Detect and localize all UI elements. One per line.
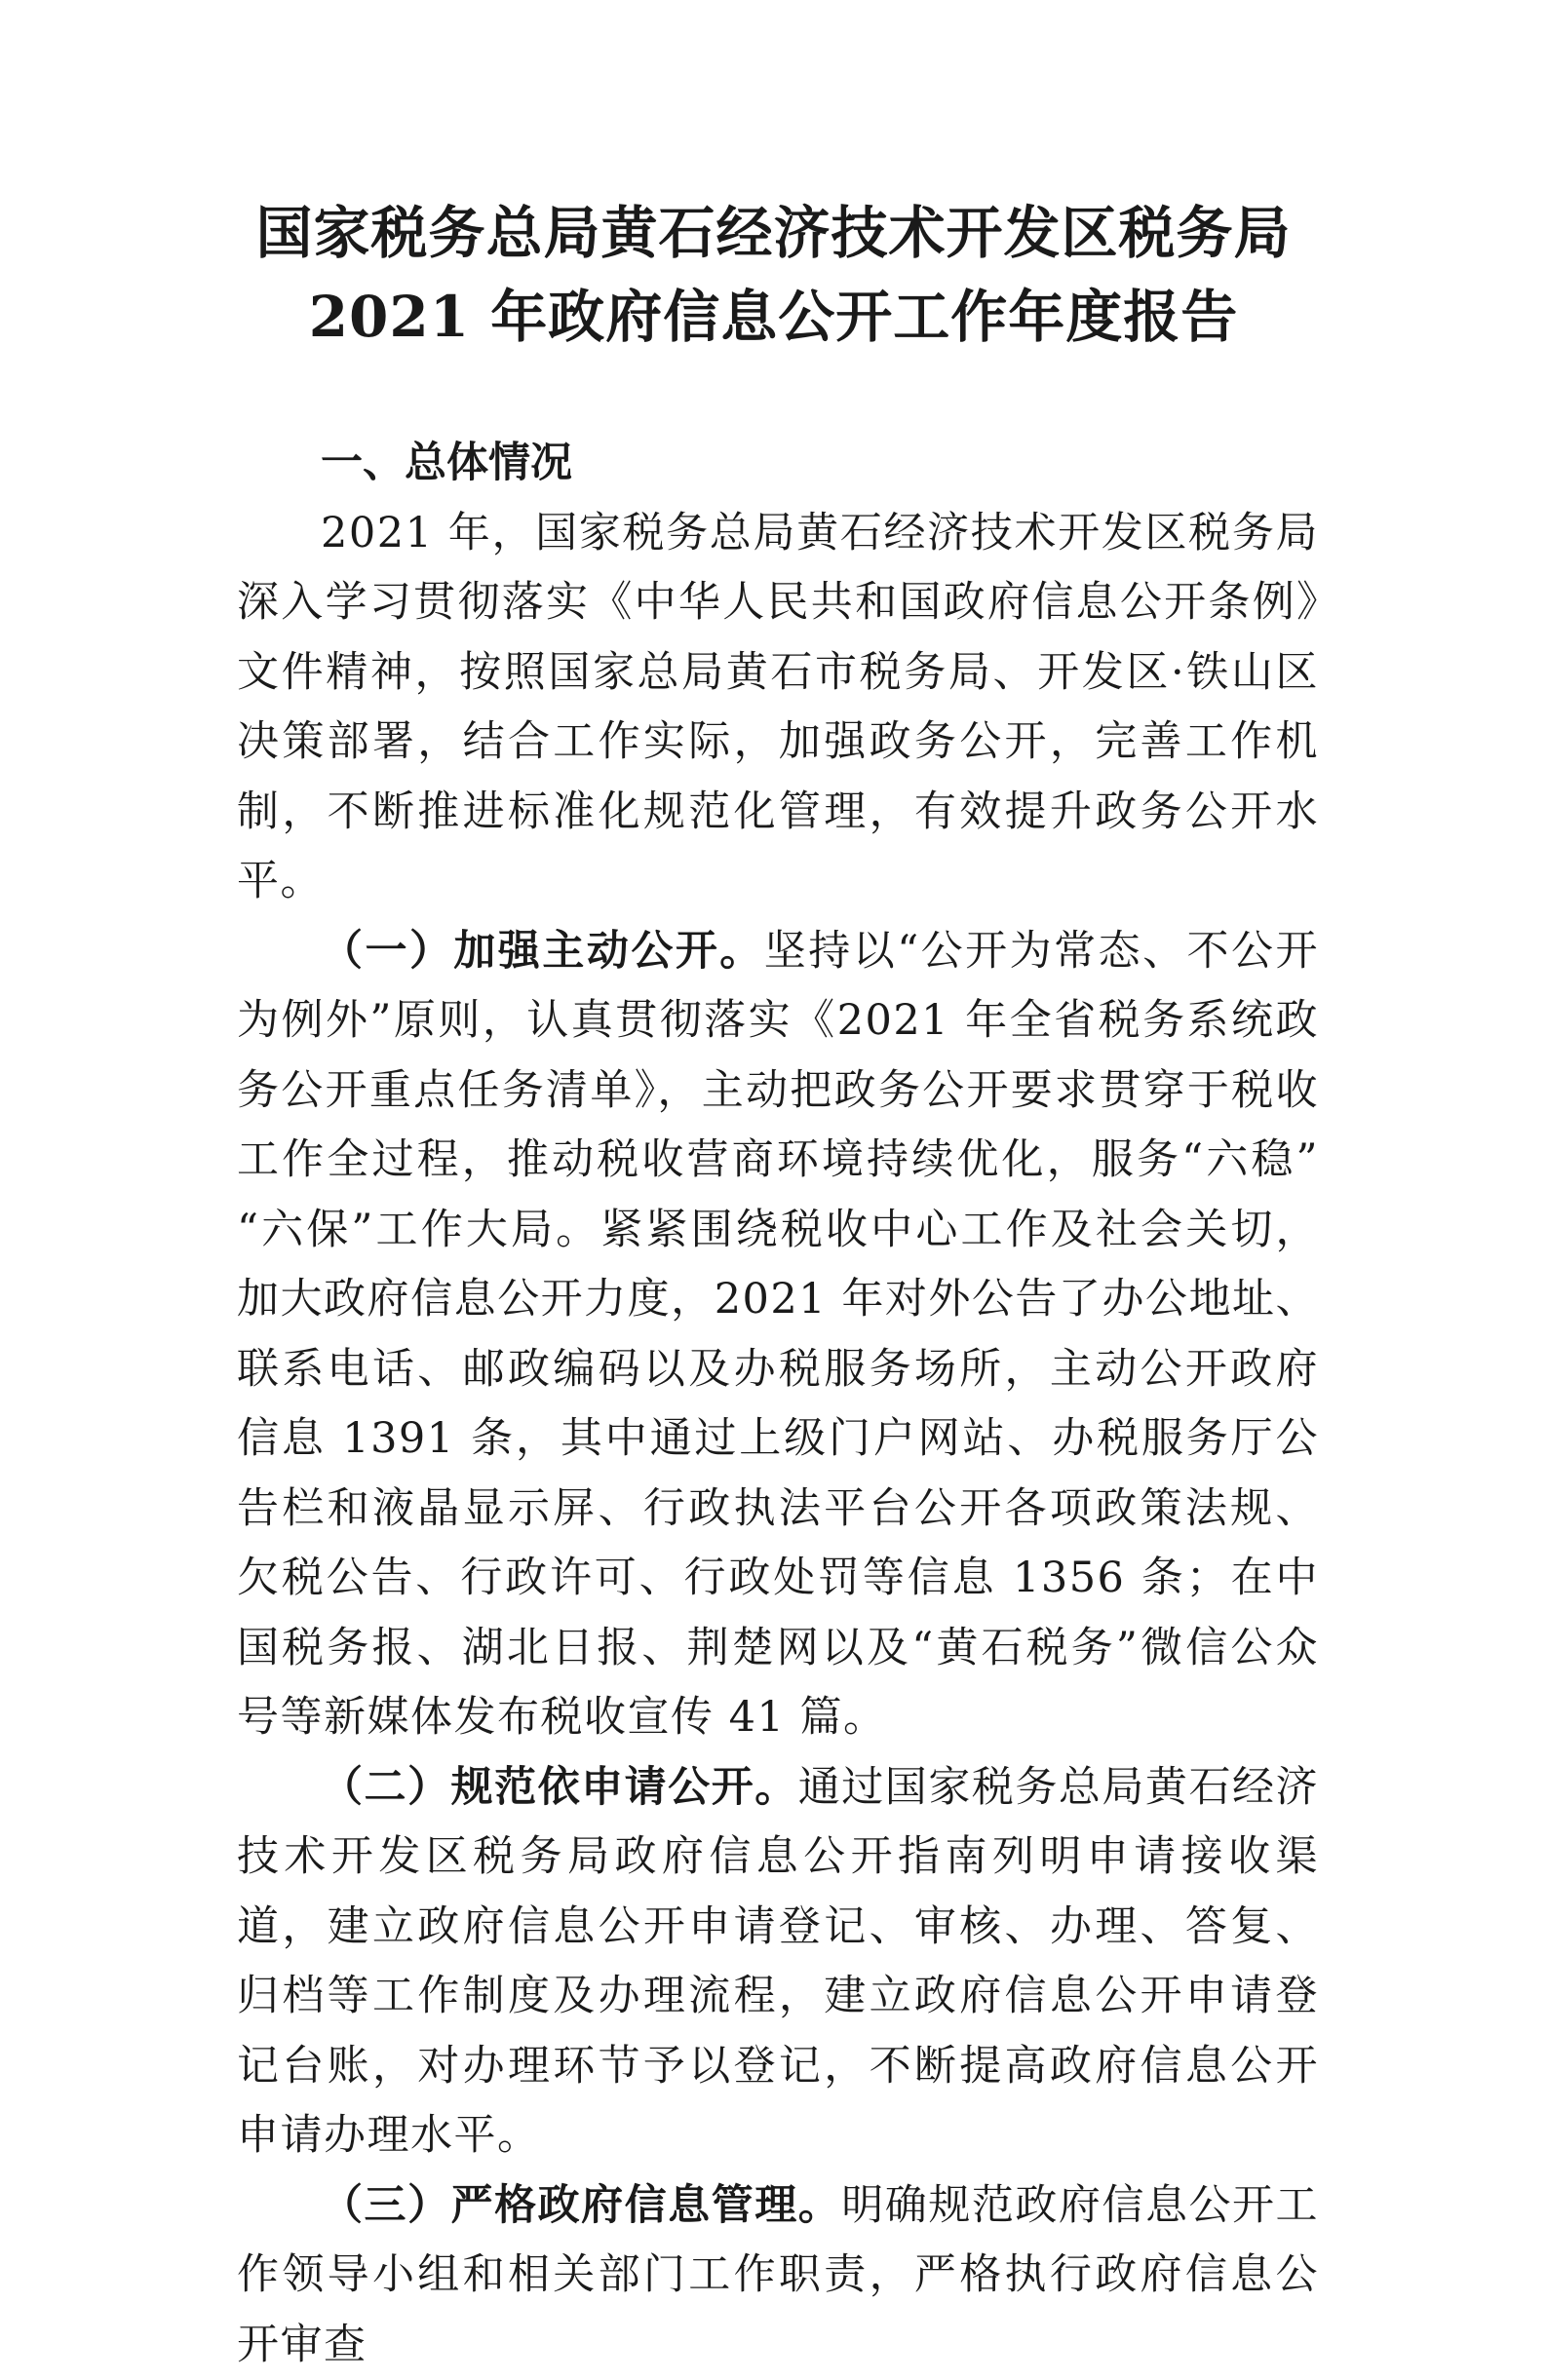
item1-text: 坚持以“公开为常态、不公开为例外”原则，认真贯彻落实《2021 年全省税务系统政务公开重点任务清单》，主动把政务公开要求贯穿于税收工作全过程，推动税收营商环境持续优化，服务“六稳” “六保”工作大局。紧紧围绕税收中心工作及社会关切，加大政府信息公开力度，2021 年对外公告了办公地址、联系电话、邮政编码以及办税服务场所，主动公开政府信息 1391 条，其中通过上级门户网站、办税服务厅公告栏和液晶显示屏、行政执法平台公开各项政策法规、欠税公告、行政许可、行政处罚等信息 1356 条；在中国税务报、湖北日报、荆楚网以及“黄石税务”微信公众号等新媒体发布税收宣传 41 篇。 [237,927,1319,1743]
paragraph-item2 [237,1753,1319,2171]
item3-text: 明确规范政府信息公开工作领导小组和相关部门工作职责，严格执行政府信息公开审查 [237,2181,1319,2369]
item2-text: 通过国家税务总局黄石经济技术开发区税务局政府信息公开指南列明申请接收渠道，建立政府信息公开申请登记、审核、办理、答复、归档等工作制度及办理流程，建立政府信息公开申请登记台账，对办理环节予以登记，不断提高政府信息公开申请办理水平。 [237,1763,1319,2161]
paragraph-item3 [237,2171,1319,2380]
item1-lead: （一）加强主动公开。 [321,927,764,976]
item3-lead: （三）严格政府信息管理。 [321,2181,841,2230]
item2-lead: （二）规范依申请公开。 [321,1763,798,1812]
section-heading-overview: 一、总体情况 [237,429,1319,499]
intro-paragraph: 2021 年，国家税务总局黄石经济技术开发区税务局深入学习贯彻落实《中华人民共和国政府信息公开条例》文件精神，按照国家总局黄石市税务局、开发区·铁山区决策部署，结合工作实际，加强政务公开，完善工作机制，不断推进标准化规范化管理，有效提升政务公开水平。 [237,499,1319,917]
document-body [237,429,1319,2380]
document-title-line2: 2021 年政府信息公开工作年度报告 [175,275,1372,359]
paragraph-item1 [237,917,1319,1753]
document-title-line1: 国家税务总局黄石经济技术开发区税务局 [175,191,1372,275]
